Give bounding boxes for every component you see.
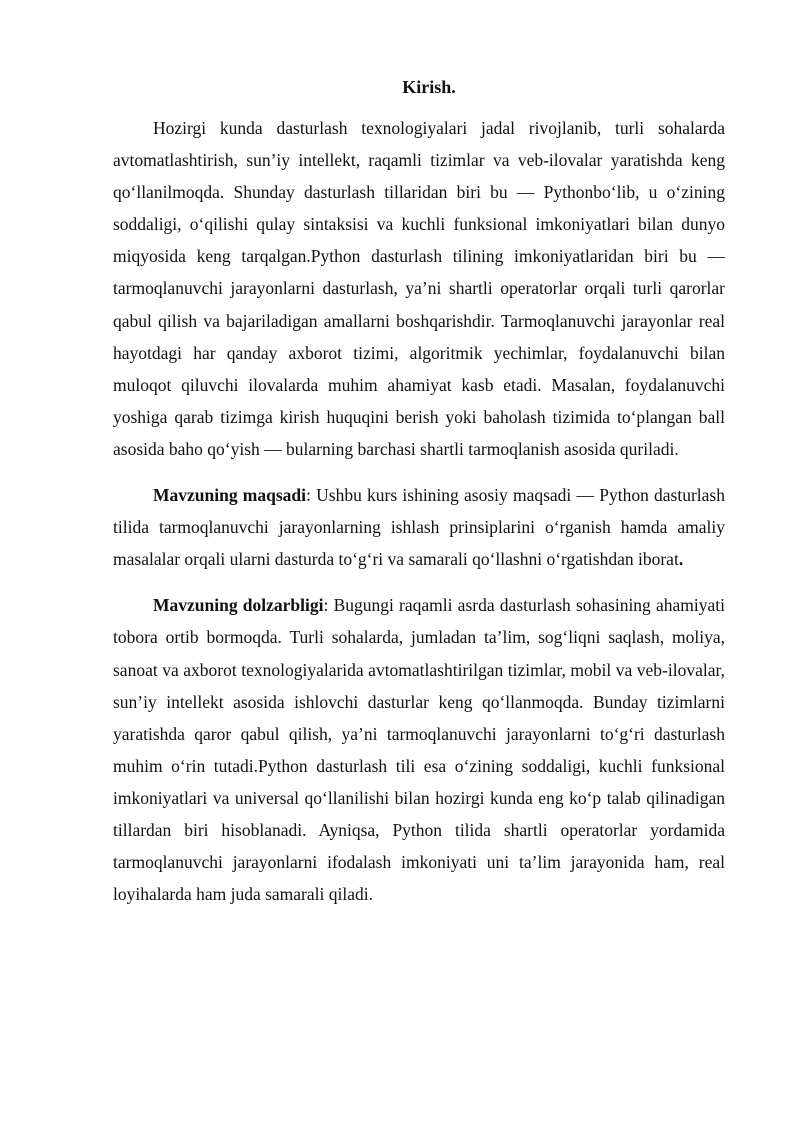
intro-paragraph: Hozirgi kunda dasturlash texnologiyalari jadal rivojlanib, turli sohalarda avtomatlashtirish, sun’iy intellekt, raqamli tizimlar va veb-ilovalar yaratishda keng qo‘llanilmoqda. Shunday dasturlash tillaridan biri bu — Pythonbo‘lib, u o‘zining soddaligi, o‘qilishi qulay sintaksisi va kuchli funksional imkoniyatlari bilan dunyo miqyosida keng tarqalgan.Python dasturlash tilining imkoniyatlaridan biri bu — tarmoqlanuvchi jarayonlarni dasturlash, ya’ni shartli operatorlar orqali turli qarorlar qabul qilish va bajariladigan amallarni boshqarishdir. Tarmoqlanuvchi jarayonlar real hayotdagi har qanday axborot tizimi, algoritmik yechimlar, foydalanuvchi bilan muloqot qiluvchi ilovalarda muhim ahamiyat kasb etadi. Masalan, foydalanuvchi yoshiga qarab tizimga kirish huquqini berish yoki baholash tizimida to‘plangan ball asosida baho qo‘yish — bularning barchasi shartli tarmoqlanish asosida quriladi. (113, 118, 725, 459)
goal-label: Mavzuning maqsadi (153, 485, 307, 506)
goal-separator: : (306, 485, 311, 506)
relevance-separator: : (323, 595, 329, 616)
relevance-paragraph (113, 589, 725, 910)
goal-end: . (678, 549, 684, 570)
document-title: Kirish. (402, 77, 456, 97)
goal-paragraph (113, 479, 725, 575)
document-page (113, 72, 725, 924)
relevance-label: Mavzuning dolzarbligi (153, 595, 324, 616)
goal-text: Ushbu kurs ishining asosiy maqsadi — Python dasturlash tilida tarmoqlanuvchi jarayonlarning ishlash prinsiplarini o‘rganish hamda amaliy masalalar orqali ularni dasturda to‘g‘ri va samarali qo‘llashni o‘rgatishdan iborat (113, 485, 725, 570)
relevance-text: Bugungi raqamli asrda dasturlash sohasining ahamiyati tobora ortib bormoqda. Turli sohalarda, jumladan ta’lim, sog‘liqni saqlash, moliya, sanoat va axborot texnologiyalarida avtomatlashtirilgan tizimlar, mobil va veb-ilovalar, sun’iy intellekt asosida ishlovchi dasturlar keng qo‘llanmoqda. Bunday tizimlarni yaratishda qaror qabul qilish, ya’ni tarmoqlanuvchi jarayonlarni to‘g‘ri dasturlash muhim o‘rin tutadi.Python dasturlash tili esa o‘zining soddaligi, kuchli funksional imkoniyatlari va universal qo‘llanilishi bilan hozirgi kunda eng ko‘p talab qilinadigan tillardan biri hisoblanadi. Ayniqsa, Python tilida shartli operatorlar yordamida tarmoqlanuvchi jarayonlarni ifodalash imkoniyati uni ta’lim jarayonida ham, real loyihalarda ham juda samarali qiladi. (113, 595, 726, 905)
